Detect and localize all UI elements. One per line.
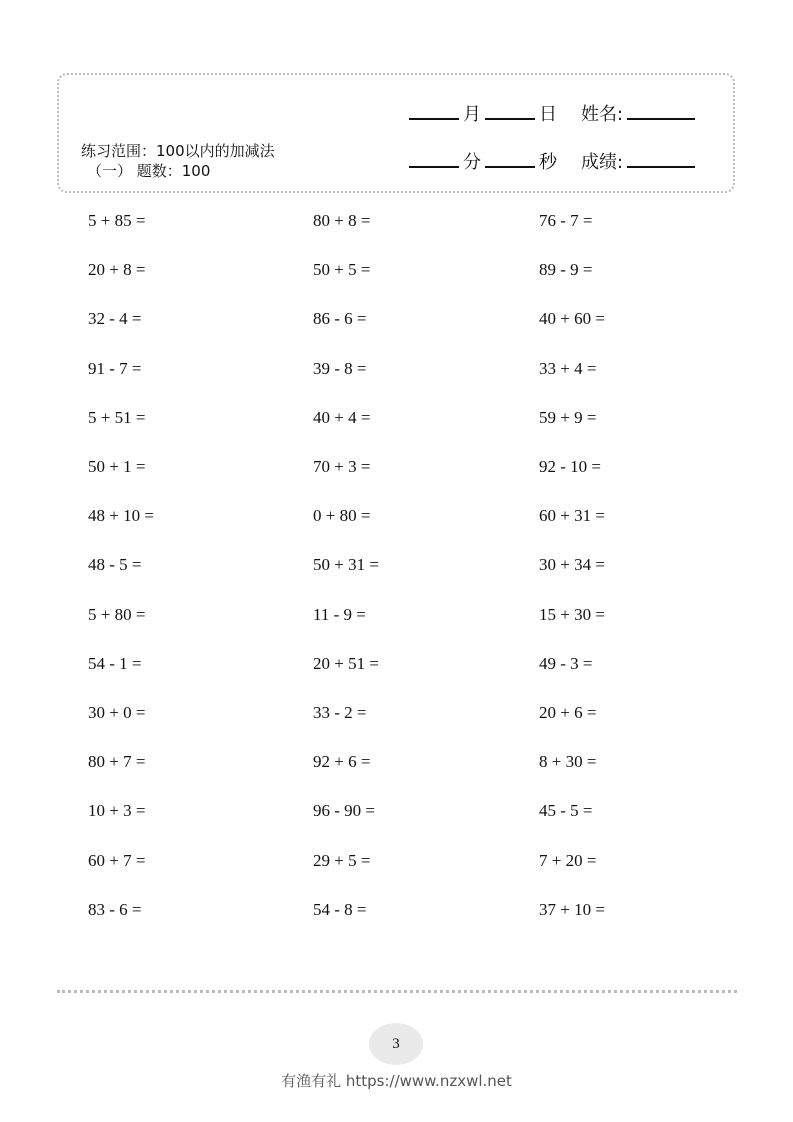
- math-problem: 80 + 8 =: [313, 211, 371, 230]
- math-problem: 40 + 4 =: [313, 407, 371, 427]
- math-problem: 50 + 1 =: [88, 457, 146, 476]
- range-line-2: （一） 题数：100: [87, 162, 211, 180]
- math-problem: 86 - 6 =: [313, 309, 367, 329]
- math-problem: 59 + 9 =: [539, 407, 597, 427]
- math-problem: 48 - 5 =: [88, 555, 142, 575]
- month-label: 月: [463, 104, 481, 125]
- footer-text: 有渔有礼 https://www.nzxwl.net: [281, 1072, 512, 1090]
- math-problem: 45 - 5 =: [539, 801, 593, 821]
- math-problem: 76 - 7 =: [539, 211, 593, 230]
- time-score-line: [405, 148, 699, 174]
- math-problem: 92 - 10 =: [539, 457, 601, 476]
- math-problem: 96 - 90 =: [313, 801, 375, 821]
- math-problem: 5 + 80 =: [88, 604, 146, 624]
- math-problem: 54 - 1 =: [88, 653, 142, 673]
- math-problem: 10 + 3 =: [88, 801, 146, 821]
- math-problem: 20 + 51 =: [313, 653, 379, 673]
- practice-range: [81, 141, 275, 181]
- math-problem: 0 + 80 =: [313, 506, 371, 526]
- math-problem: 7 + 20 =: [539, 850, 597, 870]
- page-number: 3: [369, 1023, 423, 1065]
- math-problem: 83 - 6 =: [88, 899, 142, 919]
- minute-label: 分: [463, 152, 481, 173]
- math-problem: 5 + 85 =: [88, 211, 146, 230]
- name-label: 姓名:: [581, 104, 624, 125]
- second-label: 秒: [539, 152, 557, 173]
- math-problem: 11 - 9 =: [313, 604, 366, 624]
- math-problem: 33 - 2 =: [313, 703, 367, 722]
- math-problem: 40 + 60 =: [539, 309, 605, 329]
- math-problem: 8 + 30 =: [539, 752, 597, 772]
- math-problem: 50 + 31 =: [313, 555, 379, 575]
- range-line-1: 练习范围：100以内的加减法: [81, 142, 275, 160]
- math-problem: 15 + 30 =: [539, 604, 605, 624]
- math-problem: 49 - 3 =: [539, 653, 593, 673]
- math-problem: 20 + 6 =: [539, 703, 597, 722]
- math-problem: 29 + 5 =: [313, 850, 371, 870]
- name-field[interactable]: [627, 117, 695, 120]
- math-problem: 33 + 4 =: [539, 358, 597, 378]
- math-problem: 89 - 9 =: [539, 260, 593, 280]
- math-problem: 20 + 8 =: [88, 260, 146, 280]
- score-field[interactable]: [627, 165, 695, 168]
- divider: [57, 990, 737, 993]
- math-problem: 30 + 34 =: [539, 555, 605, 575]
- math-problem: 54 - 8 =: [313, 899, 367, 919]
- math-problem: 5 + 51 =: [88, 407, 146, 427]
- math-problem: 39 - 8 =: [313, 358, 367, 378]
- math-problem: 60 + 31 =: [539, 506, 605, 526]
- math-problem: 37 + 10 =: [539, 899, 605, 919]
- math-problem: 30 + 0 =: [88, 703, 146, 722]
- math-problem: 91 - 7 =: [88, 358, 142, 378]
- math-problem: 50 + 5 =: [313, 260, 371, 280]
- day-label: 日: [539, 104, 557, 125]
- worksheet-header: [57, 73, 735, 193]
- math-problem: 48 + 10 =: [88, 506, 154, 526]
- math-problem: 92 + 6 =: [313, 752, 371, 772]
- score-label: 成绩:: [581, 152, 624, 173]
- math-problem: 32 - 4 =: [88, 309, 142, 329]
- math-problem: 60 + 7 =: [88, 850, 146, 870]
- date-name-line: [405, 100, 699, 126]
- math-problem: 80 + 7 =: [88, 752, 146, 772]
- math-problem: 70 + 3 =: [313, 457, 371, 476]
